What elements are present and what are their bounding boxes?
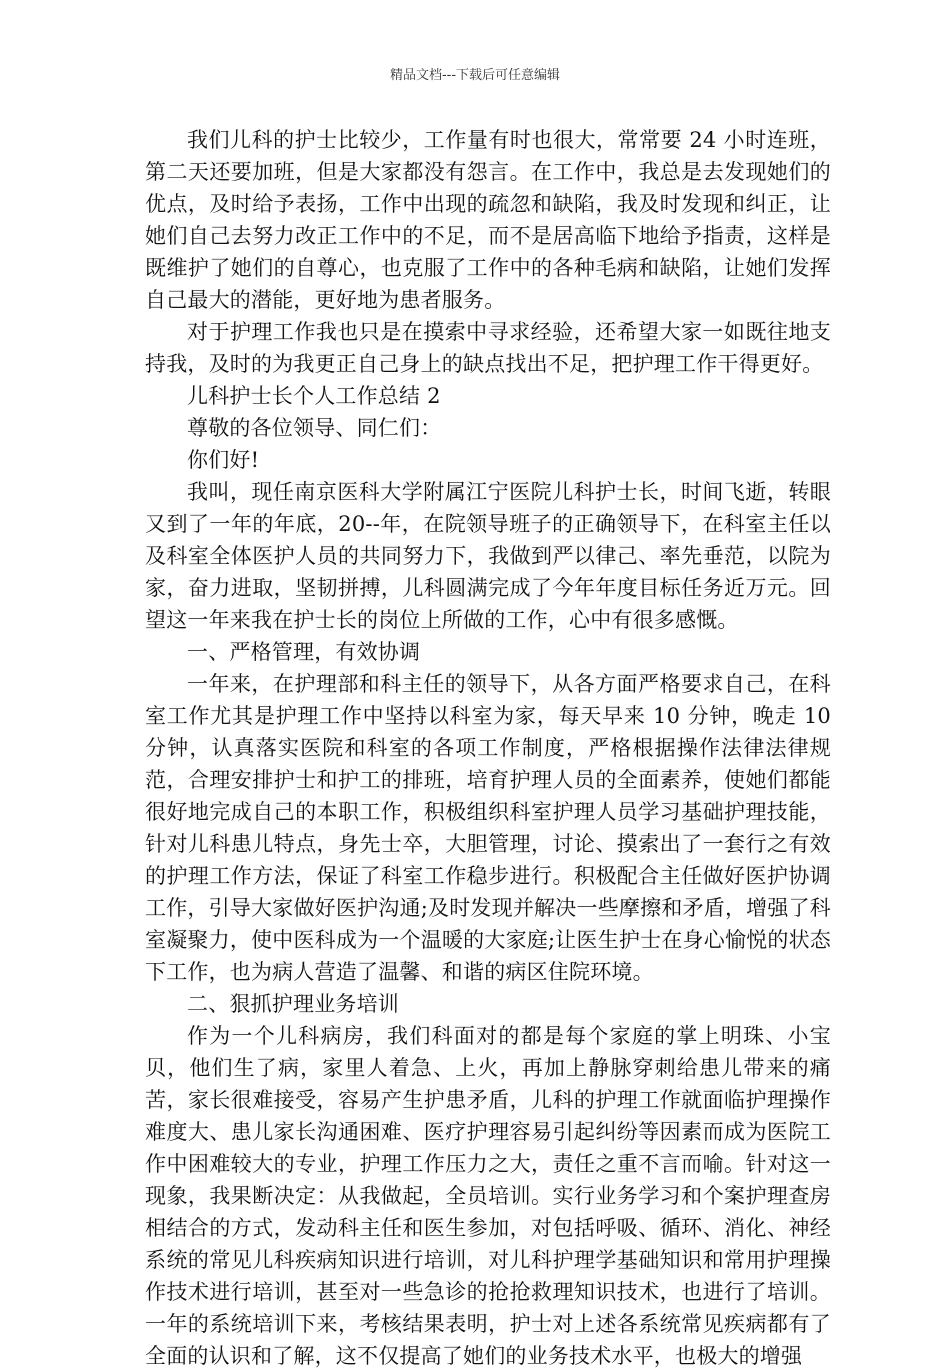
salutation: 尊敬的各位领导、同仁们：: [187, 416, 442, 440]
greeting: 你们好!: [187, 448, 260, 472]
paragraph: 我们儿科的护士比较少，工作量有时也很大，常常要 24 小时连班，第二天还要加班，但是大家都没有怨言。在工作中，我总是去发现她们的优点，及时给予表扬，工作中出现的疏忽和缺陷，我及时发现和纠正，让她们自己去努力改正工作中的不足，而不是居高临下地给予指责，这样是既维护了她们的自尊心，也克服了工作中的各种毛病和缺陷，让她们发挥自己最大的潜能，更好地为患者服务。: [145, 128, 831, 312]
paragraph: 对于护理工作我也只是在摸索中寻求经验，还希望大家一如既往地支持我，及时的为我更正自己身上的缺点找出不足，把护理工作干得更好。: [145, 320, 831, 376]
paragraph: 一年来，在护理部和科主任的领导下，从各方面严格要求自己，在科室工作尤其是护理工作中坚持以科室为家，每天早来 10 分钟，晚走 10 分钟，认真落实医院和科室的各项工作制度，严格根据操作法律法律规范，合理安排护士和护工的排班，培育护理人员的全面素养，使她们都能很好地完成自己的本职工作，积极组织科室护理人员学习基础护理技能，针对儿科患儿特点，身先士卒，大胆管理，讨论、摸索出了一套行之有效的护理工作方法，保证了科室工作稳步进行。积极配合主任做好医护协调工作，引导大家做好医护沟通;及时发现并解决一些摩擦和矛盾，增强了科室凝聚力，使中医科成为一个温暖的大家庭;让医生护士在身心愉悦的状态下工作，也为病人营造了温馨、和谐的病区住院环境。: [145, 672, 831, 984]
section-heading: 一、严格管理，有效协调: [187, 640, 421, 664]
paragraph: 作为一个儿科病房，我们科面对的都是每个家庭的掌上明珠、小宝贝，他们生了病，家里人着急、上火，再加上静脉穿刺给患儿带来的痛苦，家长很难接受，容易产生护患矛盾，儿科的护理工作就面临护理操作难度大、患儿家长沟通困难、医疗护理容易引起纠纷等因素而成为医院工作中困难较大的专业，护理工作压力之大，责任之重不言而喻。针对这一现象，我果断决定：从我做起，全员培训。实行业务学习和个案护理查房相结合的方式，发动科主任和医生参加，对包括呼吸、循环、消化、神经系统的常见儿科疾病知识进行培训，对儿科护理学基础知识和常用护理操作技术进行培训，甚至对一些急诊的抢抢救理知识技术，也进行了培训。一年的系统培训下来，考核结果表明，护士对上述各系统常见疾病都有了全面的认识和了解，这不仅提高了她们的业务技术水平，也极大的增强: [145, 1024, 831, 1368]
section-heading: 二、狠抓护理业务培训: [187, 992, 399, 1016]
section-title: 儿科护士长个人工作总结 2: [187, 384, 441, 408]
page-header-watermark: 精品文档---下载后可任意编辑: [389, 68, 561, 83]
document-body: [145, 124, 831, 1372]
paragraph: 我叫，现任南京医科大学附属江宁医院儿科护士长，时间飞逝，转眼又到了一年的年底，20--年，在院领导班子的正确领导下，在科室主任以及科室全体医护人员的共同努力下，我做到严以律己、率先垂范，以院为家，奋力进取，坚韧拼搏，儿科圆满完成了今年年度目标任务近万元。回望这一年来我在护士长的岗位上所做的工作，心中有很多感慨。: [145, 480, 831, 632]
